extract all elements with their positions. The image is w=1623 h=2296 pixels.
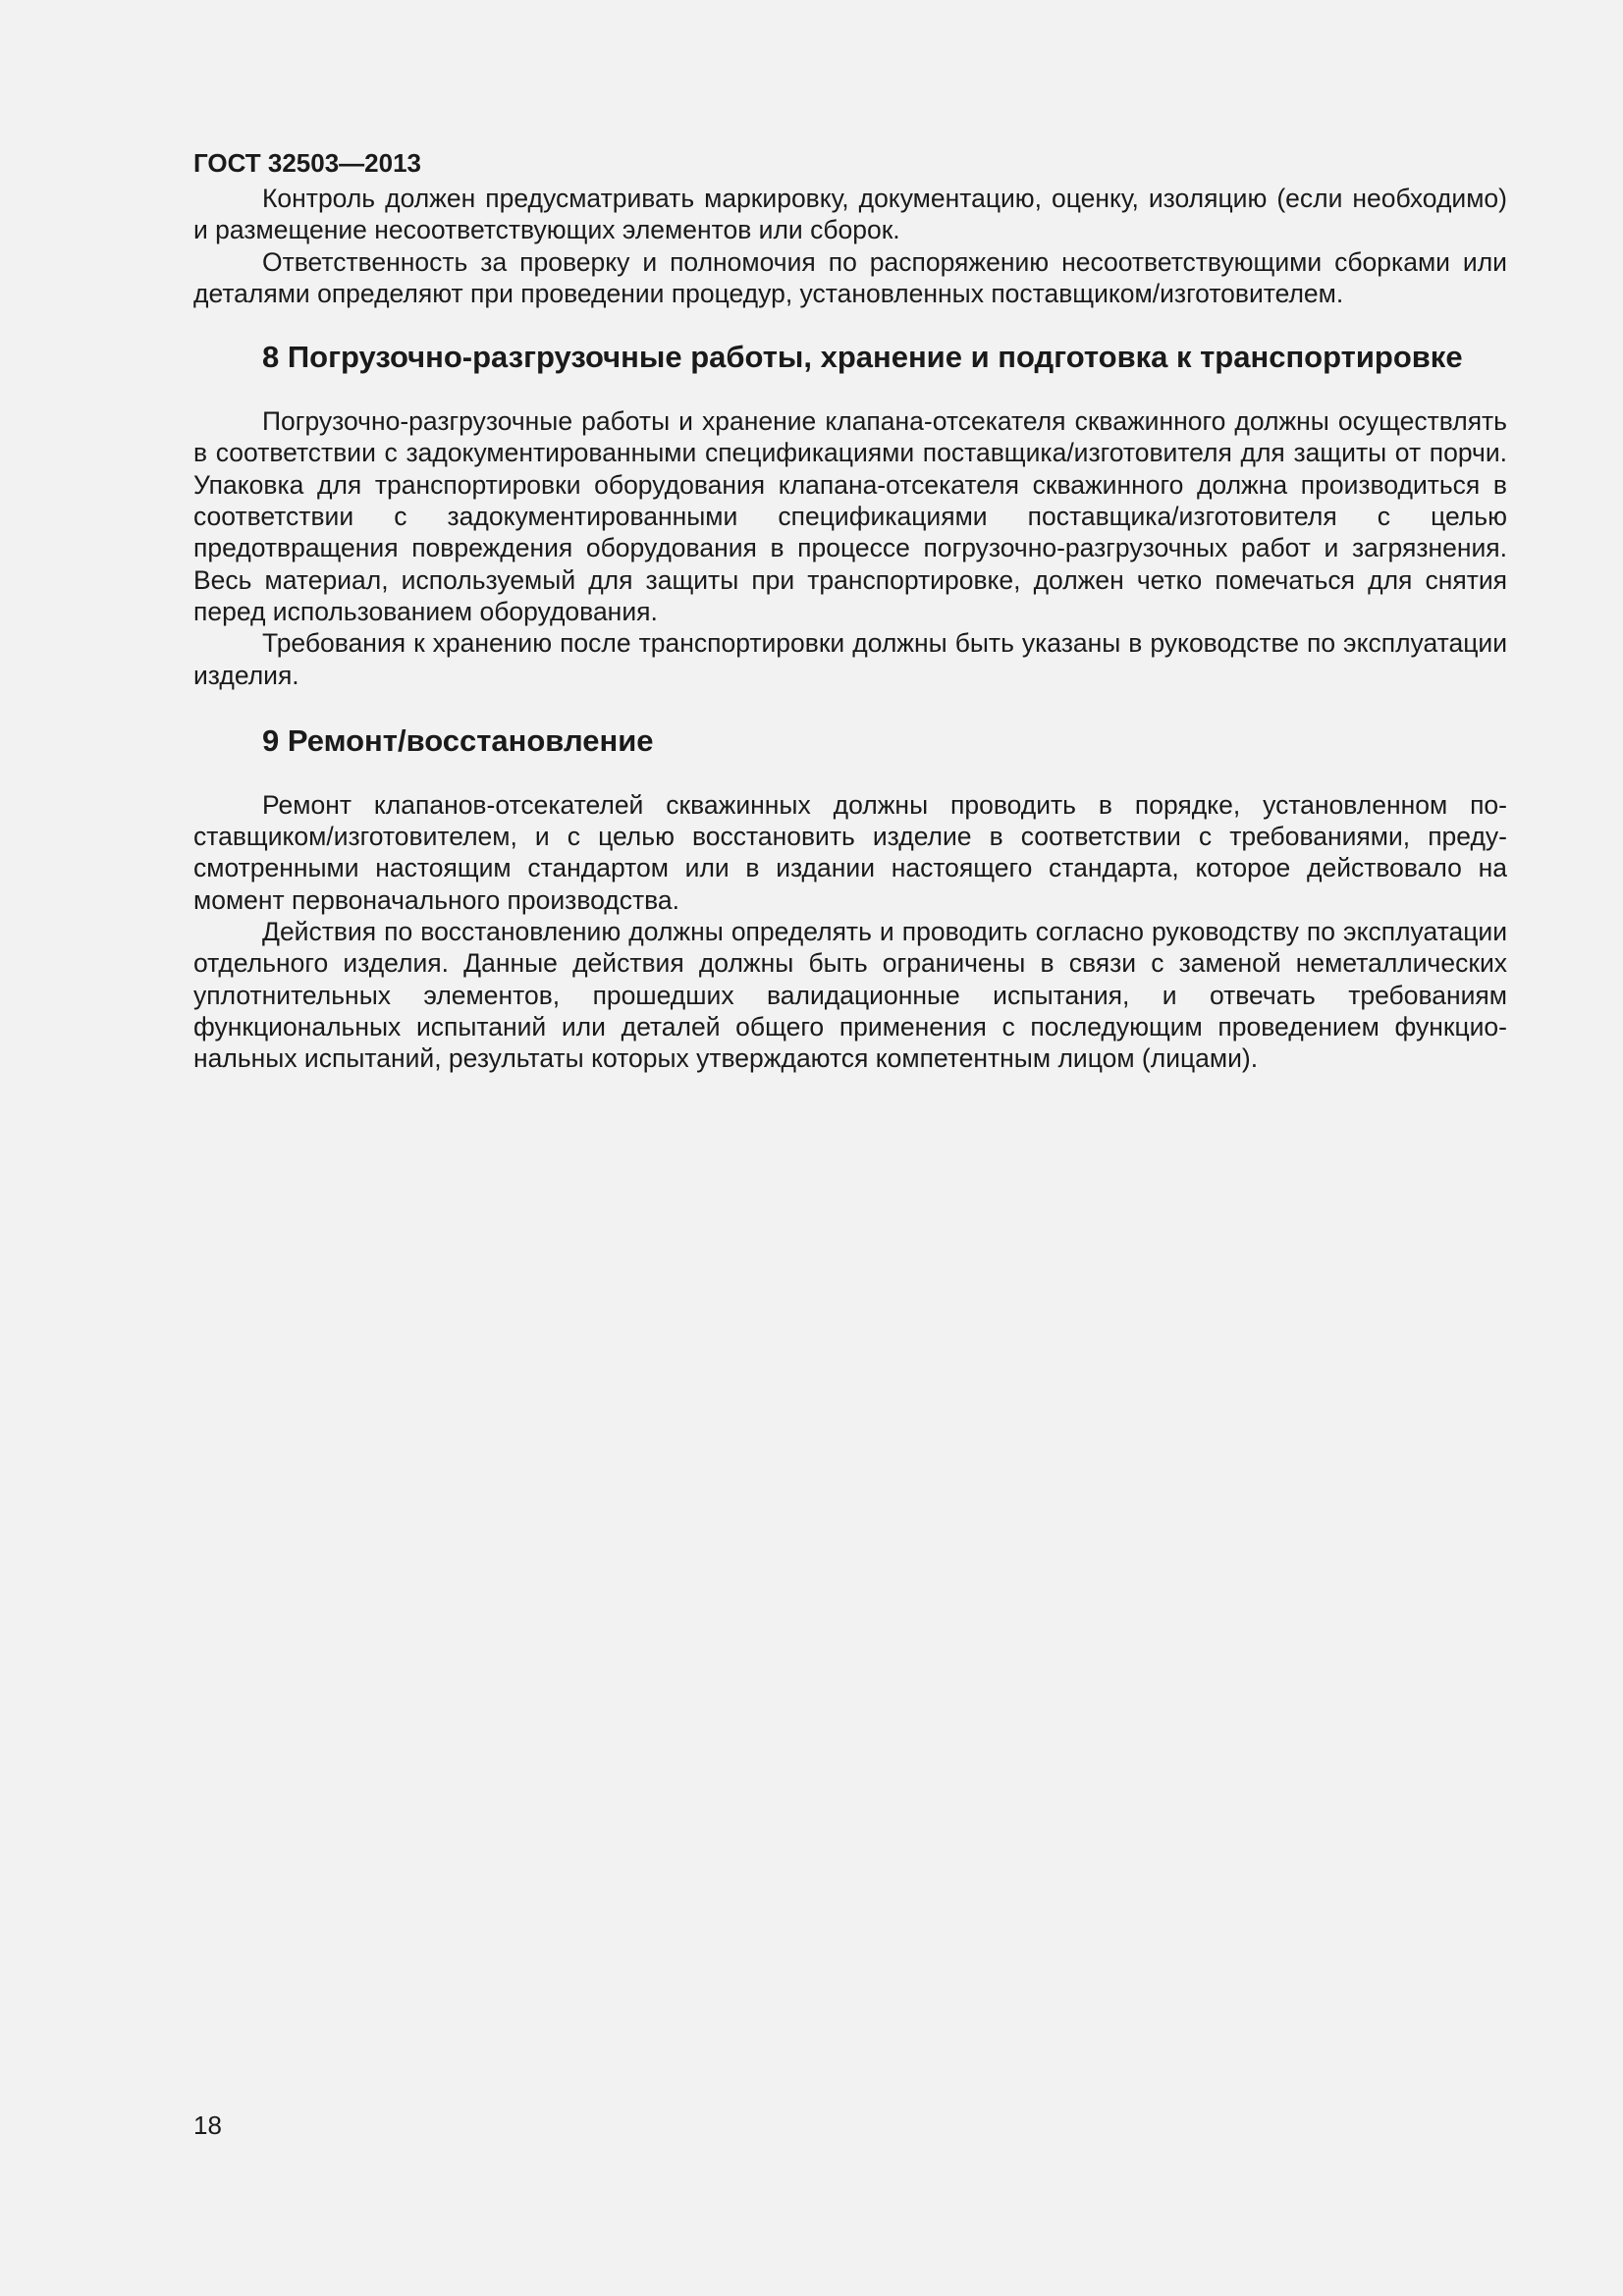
section-9-paragraph-1: Ремонт клапанов-отсекателей скважинных должны проводить в порядке, установленном поставщиком/изготовителем, и с целью восстановить изделие в соответствии с требованиями, предусмотренными настоящим стандартом или в издании настоящего стандарта, которое действовало на момент первоначального производства. (193, 789, 1507, 915)
section-8-paragraph-1: Погрузочно-разгрузочные работы и хранение клапана-отсекателя скважинного должны осуществлять в соответствии с задокументированными спецификациями поставщика/изготовителя для защиты от порчи. Упаковка для транспортировки оборудования клапана-отсекателя скважинного должна производиться в соответствии с задокументированными спецификациями поставщика/изготовителя с целью предотвращения повреждения оборудования в процессе погрузочно-разгрузочных работ и загрязнения. Весь материал, используемый для защиты при транспортировке, должен четко помечаться для снятия перед использованием оборудования. (193, 406, 1507, 626)
section-8-paragraph-2: Требования к хранению после транспортировки должны быть указаны в руководстве по эксплуатации изделия. (193, 628, 1507, 690)
document-code-header: ГОСТ 32503—2013 (193, 148, 421, 178)
section-8-title: 8 Погрузочно-разгрузочные работы, хранение и подготовка к транспортировке (262, 340, 1463, 375)
section-9-title: 9 Ремонт/восстановление (262, 722, 654, 758)
document-page (193, 147, 1507, 1075)
section-9-paragraph-2: Действия по восстановлению должны определять и проводить согласно руководству по эксплуатации отдельного изделия. Данные действия должны быть ограничены в связи с заменой неметаллических уплотнительных элементов, прошедших валидационные испытания, и отвечать требованиям функциональных испытаний или деталей общего применения с последующим проведением функциональных испытаний, результаты которых утверждаются компетентным лицом (лицами). (193, 917, 1507, 1074)
page-number: 18 (193, 2110, 222, 2140)
intro-paragraph-2: Ответственность за проверку и полномочия по распоряжению несоответствующими сборками или деталями определяют при проведении процедур, установленных поставщиком/изготовителем. (193, 246, 1507, 308)
intro-paragraph-1: Контроль должен предусматривать маркировку, документацию, оценку, изоляцию (если необходимо) и размещение несоответствующих элементов или сборок. (193, 184, 1507, 245)
